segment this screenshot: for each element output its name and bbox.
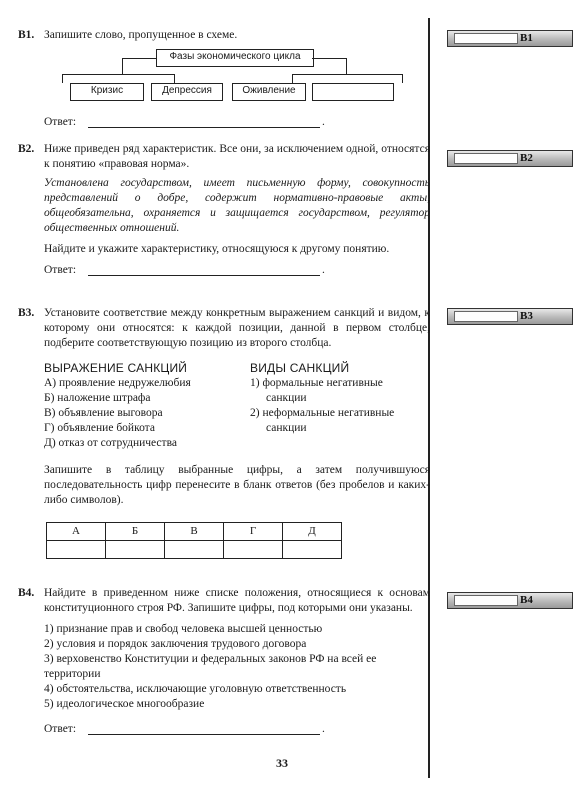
provisions-list: [44, 622, 430, 712]
table-cell[interactable]: [224, 541, 283, 559]
list-item: А) проявление недружелюбия: [44, 377, 191, 389]
table-cell[interactable]: [283, 541, 342, 559]
answer-box-field[interactable]: [454, 595, 518, 606]
answer-line[interactable]: Ответ: .: [44, 723, 325, 735]
task-number: B4.: [18, 587, 35, 599]
answer-box-b2[interactable]: [447, 150, 573, 167]
task-intro: Ниже приведен ряд характеристик. Все они, за исключением одной, относятся к понятию «правовая норма».: [44, 143, 430, 170]
list-item: 3) верховенство Конституции и федеральных законов РФ на всей ее территории: [44, 653, 377, 680]
column-heading: ВЫРАЖЕНИЕ САНКЦИЙ: [44, 361, 188, 375]
answer-box-field[interactable]: [454, 311, 518, 322]
task-instruction: Запишите в таблицу выбранные цифры, а затем получившуюся последовательность цифр перенесите в бланк ответов (без пробелов и каких-либо символов).: [44, 464, 430, 506]
sanction-types: [250, 361, 430, 436]
list-item: 5) идеологическое многообразие: [44, 698, 205, 710]
scheme-item: Депрессия: [151, 83, 223, 101]
task-characteristics: Установлена государством, имеет письменную форму, совокупность представлений о добре, содержит нормативно-правовые акты, общеобязательна, охраняется и защищается государством, регулятор общественных отношений.: [44, 177, 430, 234]
list-item: 1) признание прав и свобод человека высшей ценностью: [44, 623, 323, 635]
scheme-item: Оживление: [232, 83, 306, 101]
task-number: B2.: [18, 143, 35, 155]
table-header: Г: [224, 523, 283, 541]
answer-box-b1[interactable]: [447, 30, 573, 47]
answer-box-code: B1: [520, 32, 533, 44]
answer-underline[interactable]: [88, 127, 320, 128]
list-item: Б) наложение штрафа: [44, 392, 151, 404]
answer-box-b3[interactable]: [447, 308, 573, 325]
answer-box-field[interactable]: [454, 153, 518, 164]
economic-cycle-scheme: [44, 49, 430, 109]
answer-box-code: B3: [520, 310, 533, 322]
page-number: 33: [276, 756, 288, 770]
task-number: B1.: [18, 29, 35, 41]
list-item: В) объявление выговора: [44, 407, 163, 419]
scheme-item: Кризис: [70, 83, 144, 101]
list-item: Г) объявление бойкота: [44, 422, 155, 434]
answer-box-code: B2: [520, 152, 533, 164]
task-intro: Найдите в приведенном ниже списке положения, относящиеся к основам конституционного строя РФ. Запишите цифры, под которыми они указаны.: [44, 587, 430, 614]
column-heading: ВИДЫ САНКЦИЙ: [250, 361, 350, 375]
answer-box-b4[interactable]: [447, 592, 573, 609]
sanction-expressions: [44, 361, 244, 451]
answer-box-field[interactable]: [454, 33, 518, 44]
list-item: Д) отказ от сотрудничества: [44, 437, 177, 449]
scheme-title: Фазы экономического цикла: [156, 49, 314, 67]
list-item: 2) неформальные негативные: [250, 407, 395, 419]
task-instruction: Найдите и укажите характеристику, относящуюся к другому понятию.: [44, 243, 390, 255]
answer-line[interactable]: Ответ: .: [44, 264, 325, 276]
list-item: 2) условия и порядок заключения трудового договора: [44, 638, 307, 650]
table-header: А: [47, 523, 106, 541]
list-item-continued: санкции: [266, 392, 307, 404]
table-cell[interactable]: [165, 541, 224, 559]
list-item: 4) обстоятельства, исключающие уголовную ответственность: [44, 683, 347, 695]
answer-table: [46, 522, 342, 559]
answer-box-code: B4: [520, 594, 533, 606]
table-header: В: [165, 523, 224, 541]
task-intro: Установите соответствие между конкретным выражением санкций и видом, к которому они относятся: к каждой позиции, данной в первом столбце, подберите соответствующую позицию из второго столбца.: [44, 307, 430, 349]
answer-line[interactable]: Ответ: .: [44, 116, 325, 128]
answer-label: Ответ:: [44, 116, 77, 128]
answer-label: Ответ:: [44, 723, 77, 735]
answer-label: Ответ:: [44, 264, 77, 276]
list-item: 1) формальные негативные: [250, 377, 383, 389]
scheme-item-blank: [312, 83, 394, 101]
table-cell[interactable]: [106, 541, 165, 559]
table-header: Б: [106, 523, 165, 541]
answer-underline[interactable]: [88, 275, 320, 276]
matching-columns: [44, 361, 430, 457]
task-number: B3.: [18, 307, 35, 319]
table-header: Д: [283, 523, 342, 541]
table-cell[interactable]: [47, 541, 106, 559]
task-instruction: Запишите слово, пропущенное в схеме.: [44, 29, 238, 41]
answer-underline[interactable]: [88, 734, 320, 735]
list-item-continued: санкции: [266, 422, 307, 434]
